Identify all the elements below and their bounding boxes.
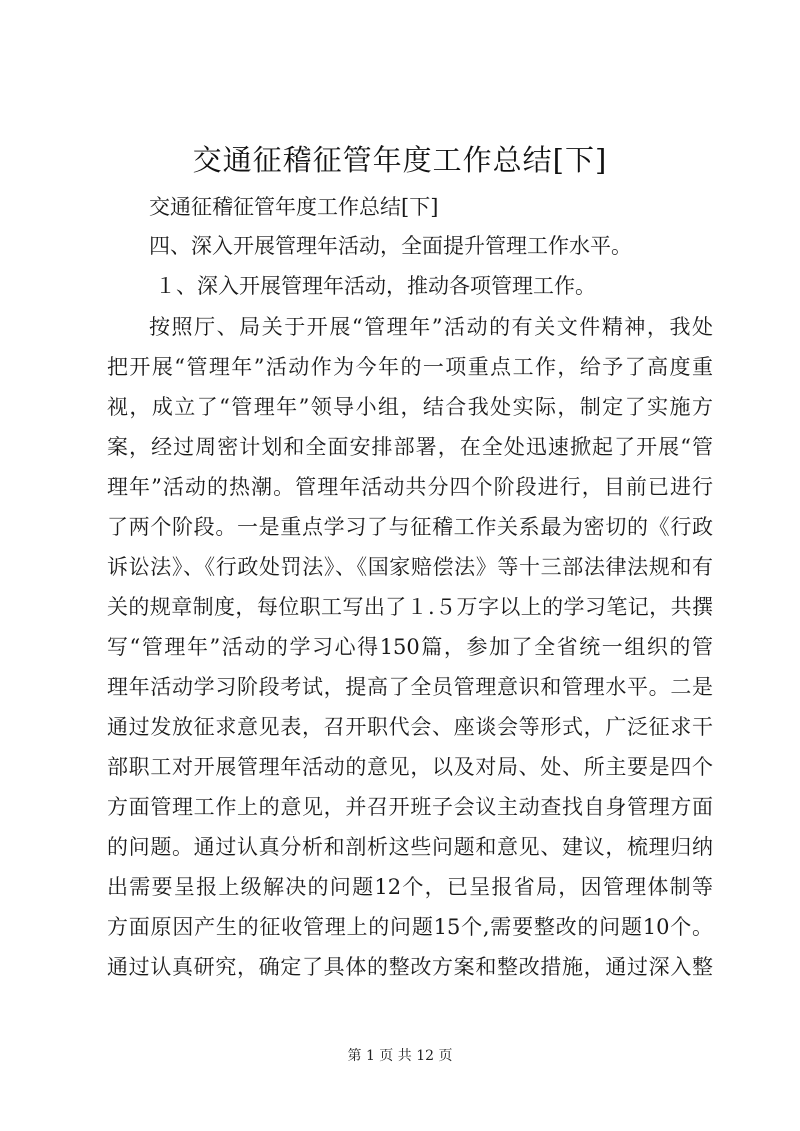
page-footer: 第 1 页 共 12 页 [347, 1048, 453, 1064]
body-line: 出需要呈报上级解决的问题12个，已呈报省局，因管理体制等 [107, 875, 713, 899]
body-line: 写“管理年”活动的学习心得150篇，参加了全省统一组织的管 [107, 635, 713, 659]
body-line: 理年活动学习阶段考试，提高了全员管理意识和管理水平。二是 [107, 675, 713, 699]
body-line: 了两个阶段。一是重点学习了与征稽工作关系最为密切的《行政 [107, 515, 713, 539]
body-line: 案，经过周密计划和全面安排部署，在全处迅速掀起了开展“管 [107, 435, 713, 459]
body-line: 关的规章制度，每位职工写出了１.５万字以上的学习笔记，共撰 [107, 595, 713, 619]
body-line: 把开展“管理年”活动作为今年的一项重点工作，给予了高度重 [107, 355, 713, 379]
body-line: 方面管理工作上的意见，并召开班子会议主动查找自身管理方面 [107, 795, 713, 819]
document-subtitle: 交通征稽征管年度工作总结[下] [149, 195, 439, 219]
body-line: 按照厅、局关于开展“管理年”活动的有关文件精神，我处 [149, 315, 713, 339]
body-line: 通过发放征求意见表，召开职代会、座谈会等形式，广泛征求干 [107, 715, 713, 739]
body-line: 的问题。通过认真分析和剖析这些问题和意见、建议，梳理归纳 [107, 835, 713, 859]
body-line: 方面原因产生的征收管理上的问题15个,需要整改的问题10个。 [107, 915, 713, 939]
body-line: 部职工对开展管理年活动的意见，以及对局、处、所主要是四个 [107, 755, 713, 779]
body-line: 理年”活动的热潮。管理年活动共分四个阶段进行，目前已进行 [107, 475, 713, 499]
item-heading: １、深入开展管理年活动，推动各项管理工作。 [155, 274, 596, 298]
body-line: 通过认真研究，确定了具体的整改方案和整改措施，通过深入整 [107, 955, 713, 979]
body-line: 视，成立了“管理年”领导小组，结合我处实际，制定了实施方 [107, 395, 713, 419]
document-title: 交通征稽征管年度工作总结[下] [192, 143, 608, 177]
section-heading: 四、深入开展管理年活动，全面提升管理工作水平。 [149, 234, 632, 258]
body-line: 诉讼法》、《行政处罚法》、《国家赔偿法》等十三部法律法规和有 [107, 555, 713, 579]
